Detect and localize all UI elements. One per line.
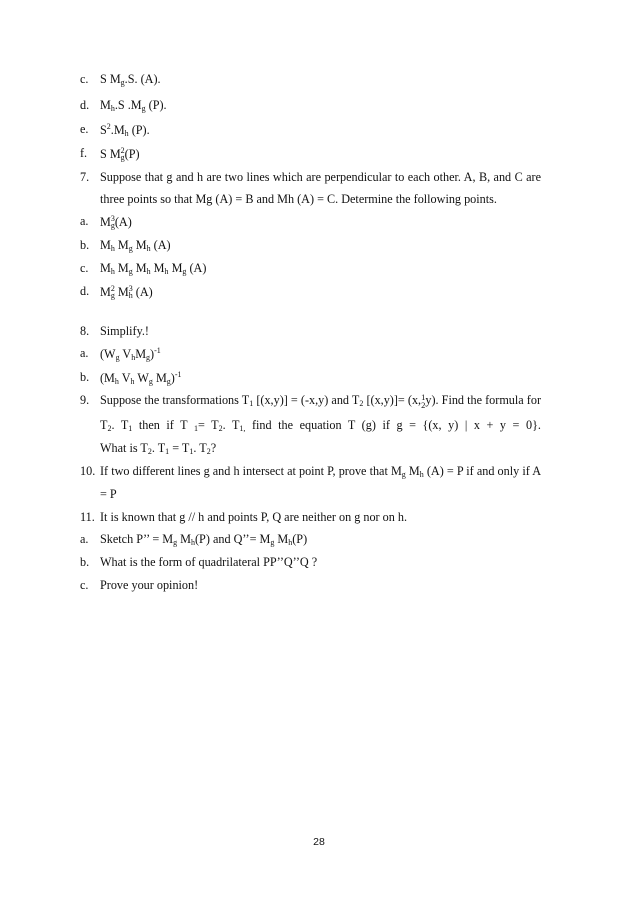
item-text: $M_g^3(A)$ — [100, 214, 132, 230]
item-text: If two different lines g and h intersect at point P, prove that $M_g$ $M_h$ (A) = P if and only if A — [100, 464, 542, 479]
item-label: c. — [80, 72, 89, 86]
item-label: 11. — [80, 510, 95, 524]
item-text: ($M_h$ $V_h$ $W_g$ $M_g)^{-1}$ — [100, 370, 182, 386]
fraction-one-half: 1 2 — [421, 392, 426, 411]
item-label: d. — [80, 98, 90, 112]
item-text: Prove your opinion! — [100, 578, 199, 592]
item-text: = P — [100, 487, 117, 501]
item-text: What is $T_2$. $T_1 = T_1$. $T_2$? — [100, 441, 217, 456]
item-text: Sketch P’’ = $M_g$ $M_h(P)$ and Q’’= $M_g$ $M_h(P)$ — [100, 532, 308, 547]
item-text: Suppose that g and h are two lines which are perpendicular to each other. A, B, and C are — [100, 170, 541, 184]
item-label: e. — [80, 122, 89, 136]
item-label: c. — [80, 578, 89, 592]
item-text: What is the form of quadrilateral PP’’Q’’Q ? — [100, 555, 318, 569]
page-number: 28 — [313, 836, 325, 848]
item-label: a. — [80, 214, 89, 228]
item-text: S $M_g^2(P)$ — [100, 146, 140, 162]
item-text: $M_h.S$ $.M_g$ (P). — [100, 98, 167, 113]
item-label: a. — [80, 532, 89, 546]
item-label: d. — [80, 284, 90, 298]
item-label: 10. — [80, 464, 96, 478]
item-text: It is known that g // h and points P, Q are neither on g nor on h. — [100, 510, 408, 524]
item-label: c. — [80, 261, 89, 275]
item-label: b. — [80, 370, 90, 384]
item-text: $T_2$. $T_1$ then if T $_1= T_2$. $T_{1,}$ find the equation T (g) if g = {(x, y) | x + y = 0}. — [100, 418, 541, 433]
item-text: $M_h$ $M_g$ $M_h$ $M_h$ $M_g$ (A) — [100, 261, 207, 276]
item-label: b. — [80, 238, 90, 252]
item-label: f. — [80, 146, 88, 160]
item-text: $S^2.M_h$ (P). — [100, 122, 150, 138]
item-text: S $M_g.S$. (A). — [100, 72, 161, 87]
item-text: $M_h$ $M_g$ $M_h$ (A) — [100, 238, 171, 253]
item-label: 8. — [80, 324, 90, 338]
item-label: a. — [80, 346, 89, 360]
item-text: Suppose the transformations $T_1$ [(x,y)] = (-x,y) and $T_2$ [(x,y)]= (x, 1 2 y). Find the formula for — [100, 392, 542, 411]
item-text: Simplify.! — [100, 324, 149, 338]
item-label: b. — [80, 555, 90, 569]
item-label: 7. — [80, 170, 90, 184]
item-text: $M_g^2$ $M_h^3$ (A) — [100, 284, 153, 300]
item-label: 9. — [80, 393, 90, 407]
item-text: three points so that Mg (A) = B and Mh (A) = C. Determine the following points. — [100, 192, 497, 206]
item-text: ($W_g$ $V_hM_g)^{-1}$ — [100, 346, 161, 362]
